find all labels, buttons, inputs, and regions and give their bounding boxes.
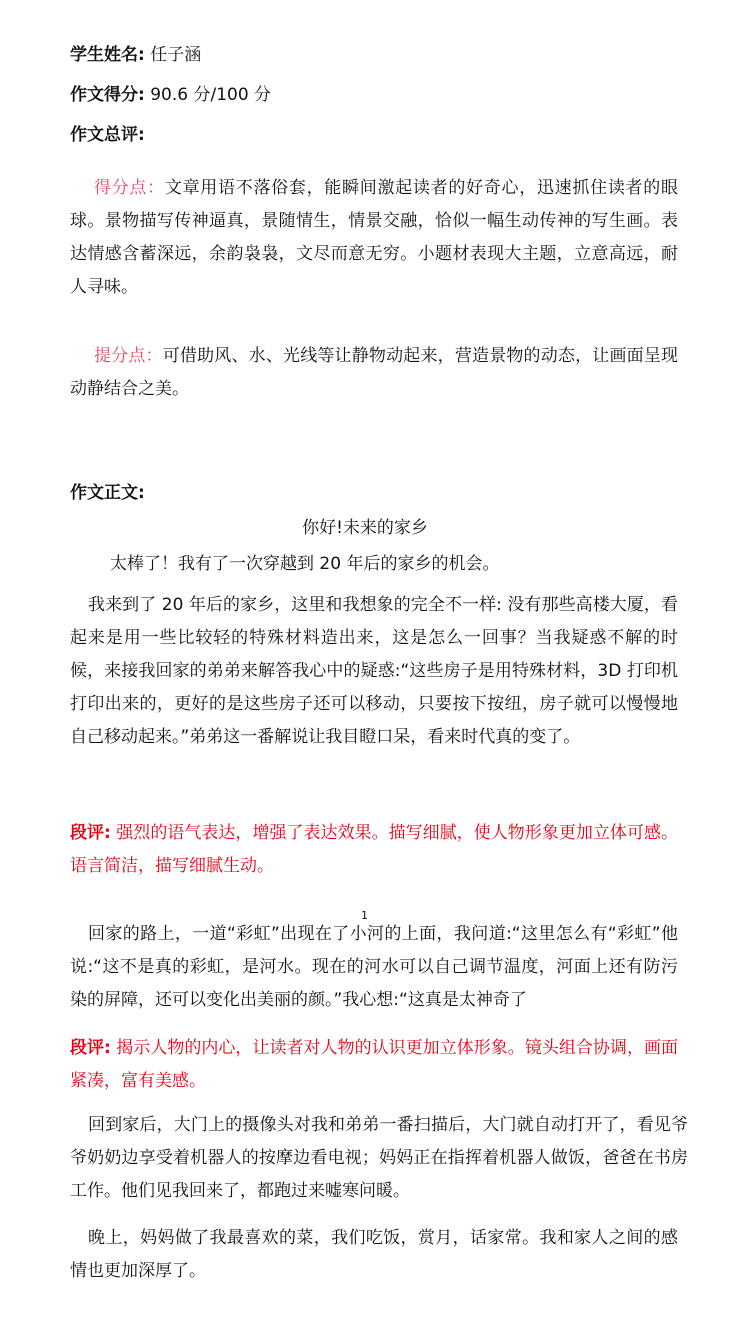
essay-paragraph-1: 太棒了！我有了一次穿越到 20 年后的家乡的机会。 (110, 554, 500, 574)
essay-comment-2 (70, 1032, 678, 1098)
page-number: 1 (361, 909, 368, 922)
essay-paragraph-5: 晚上，妈妈做了我最喜欢的菜，我们吃饭，赏月，话家常。我和家人之间的感情也更加深厚了。 (70, 1228, 678, 1281)
essay-paragraph-4: 回到家后，大门上的摄像头对我和弟弟一番扫描后，大门就自动打开了，看见爷爷奶奶边享受着机器人的按摩边看电视；妈妈正在指挥着机器人做饭，爸爸在书房工作。他们见我回来了，都跑过来嘘寒问暖。 (70, 1115, 688, 1201)
comment-2-tag: 段评: (70, 1038, 111, 1058)
essay-title: 你好!未来的家乡 (302, 518, 428, 538)
essay-label: 作文正文: (70, 483, 145, 503)
essay-label-row (70, 482, 670, 504)
student-name-row (70, 44, 670, 66)
strengths-tag: 得分点： (94, 178, 165, 198)
essay-comment-1 (70, 817, 678, 883)
review-row (70, 124, 670, 146)
student-name-value: 任子涵 (150, 45, 202, 65)
score-label: 作文得分: (70, 85, 145, 105)
essay-paragraph-3: 回家的路上，一道“彩虹”出现在了小河的上面，我问道:“这里怎么有“彩虹”他说:“这不是真的彩虹，是河水。现在的河水可以自己调节温度，河面上还有防污染的屏障，还可以变化出美丽的颜。”我心想:“这真是太神奇了 (70, 924, 678, 1010)
strengths-text: 文章用语不落俗套，能瞬间激起读者的好奇心，迅速抓住读者的眼球。景物描写传神逼真，景随情生，情景交融，恰似一幅生动传神的写生画。表达情感含蓄深远，余韵袅袅，文尽而意无穷。小题材表现大主题，立意高远，耐人寻味。 (70, 178, 678, 297)
student-name-label: 学生姓名: (70, 45, 145, 65)
essay-paragraph-2: 我来到了 20 年后的家乡，这里和我想象的完全不一样: 没有那些高楼大厦，看起来是用一些比较轻的特殊材料造出来，这是怎么一回事？当我疑惑不解的时候，来接我回家的弟弟来解答我心中的疑惑:“这些房子是用特殊材料，3D 打印机打印出来的，更好的是这些房子还可以移动，只要按下按纽，房子就可以慢慢地自己移动起来。”弟弟这一番解说让我目瞪口呆，看来时代真的变了。 (70, 595, 678, 747)
improve-paragraph (70, 340, 678, 406)
review-label: 作文总评: (70, 125, 145, 145)
improve-text: 可借助风、水、光线等让静物动起来，营造景物的动态，让画面呈现动静结合之美。 (70, 346, 679, 399)
comment-1-text: 强烈的语气表达，增强了表达效果。描写细腻，使人物形象更加立体可感。语言简洁，描写细腻生动。 (70, 823, 678, 876)
improve-tag: 提分点： (94, 346, 163, 366)
score-row (70, 84, 670, 106)
comment-1-tag: 段评: (70, 823, 111, 843)
score-value: 90.6 分/100 分 (150, 85, 272, 105)
strengths-paragraph (70, 172, 678, 304)
comment-2-text: 揭示人物的内心，让读者对人物的认识更加立体形象。镜头组合协调，画面紧凑，富有美感。 (70, 1038, 678, 1091)
